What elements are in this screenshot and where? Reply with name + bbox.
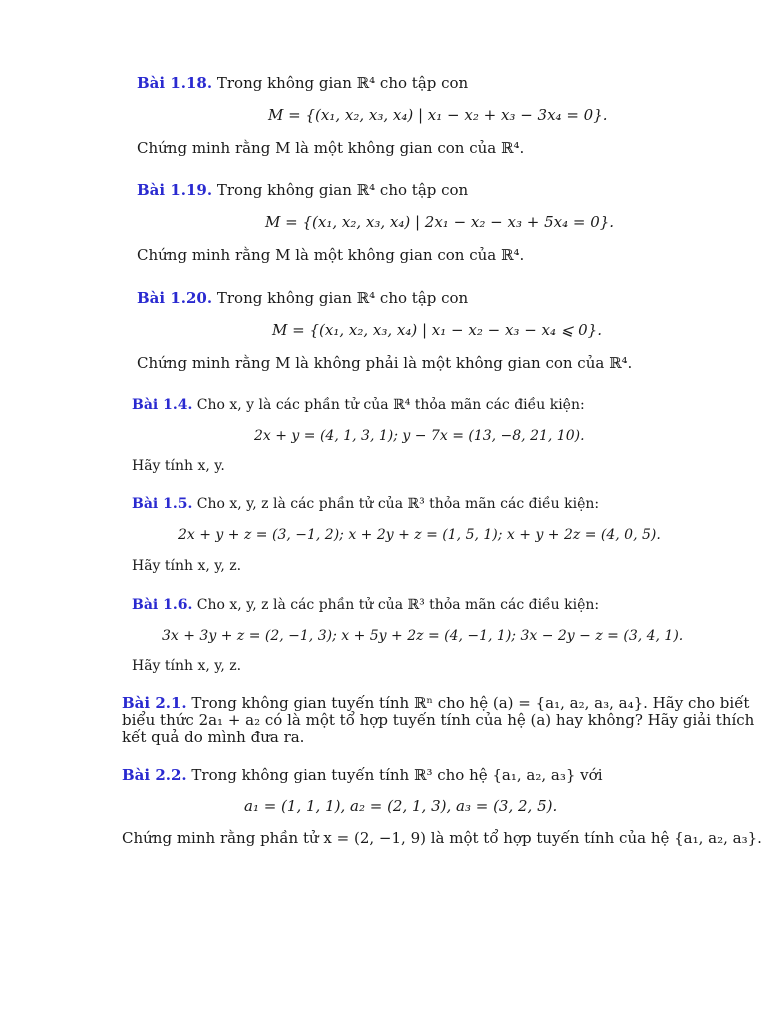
problem-title: Bài 1.4. xyxy=(132,397,193,413)
problem-equation: 2x + y = (4, 1, 3, 1); y − 7x = (13, −8, 21, 10). xyxy=(254,428,585,444)
problem-conclusion: Chứng minh rằng M là một không gian con của ℝ⁴. xyxy=(137,246,525,264)
problem-title: Bài 1.19. xyxy=(137,181,213,199)
problem-intro: Cho x, y là các phần tử của ℝ⁴ thỏa mãn các điều kiện: xyxy=(196,397,585,413)
problem-1-19-intro-line xyxy=(137,181,468,199)
problem-conclusion: Hãy tính x, y. xyxy=(132,458,225,474)
problem-equation: M = {(x₁, x₂, x₃, x₄) | x₁ − x₂ − x₃ − x₄ ⩽ 0}. xyxy=(272,321,602,339)
problem-equation: a₁ = (1, 1, 1), a₂ = (2, 1, 3), a₃ = (3, 2, 5). xyxy=(244,797,558,815)
problem-1-20-intro-line xyxy=(137,289,468,307)
problem-intro: Trong không gian ℝ⁴ cho tập con xyxy=(216,289,469,307)
problem-1-5-intro-line xyxy=(132,495,599,513)
problem-1-6-intro-line xyxy=(132,596,599,614)
problem-title: Bài 1.18. xyxy=(137,74,213,92)
problem-1-18-intro-line xyxy=(137,74,468,92)
problem-2-2-intro-line xyxy=(122,766,603,784)
problem-intro: Trong không gian tuyến tính ℝⁿ cho hệ (a) = {a₁, a₂, a₃, a₄}. Hãy cho biết xyxy=(191,694,750,712)
problem-equation: M = {(x₁, x₂, x₃, x₄) | x₁ − x₂ + x₃ − 3x₄ = 0}. xyxy=(268,106,608,124)
problem-conclusion: Chứng minh rằng M là một không gian con của ℝ⁴. xyxy=(137,139,525,157)
problem-conclusion: Chứng minh rằng phần tử x = (2, −1, 9) là một tổ hợp tuyến tính của hệ {a₁, a₂, a₃}. xyxy=(122,829,762,847)
problem-equation: 3x + 3y + z = (2, −1, 3); x + 5y + 2z = (4, −1, 1); 3x − 2y − z = (3, 4, 1). xyxy=(162,628,684,644)
problem-text-line-2: biểu thức 2a₁ + a₂ có là một tổ hợp tuyến tính của hệ (a) hay không? Hãy giải thích xyxy=(122,711,755,729)
problem-intro: Cho x, y, z là các phần tử của ℝ³ thỏa mãn các điều kiện: xyxy=(196,597,600,613)
problem-conclusion: Hãy tính x, y, z. xyxy=(132,558,242,574)
problem-2-1-intro-line xyxy=(122,694,749,712)
problem-equation: 2x + y + z = (3, −1, 2); x + 2y + z = (1, 5, 1); x + y + 2z = (4, 0, 5). xyxy=(178,527,661,543)
problem-title: Bài 1.5. xyxy=(132,496,193,512)
problem-title: Bài 1.20. xyxy=(137,289,213,307)
problem-1-4-intro-line xyxy=(132,396,585,414)
problem-intro: Trong không gian tuyến tính ℝ³ cho hệ {a₁, a₂, a₃} với xyxy=(191,766,603,784)
problem-title: Bài 1.6. xyxy=(132,597,193,613)
problem-equation: M = {(x₁, x₂, x₃, x₄) | 2x₁ − x₂ − x₃ + 5x₄ = 0}. xyxy=(265,213,615,231)
problem-title: Bài 2.2. xyxy=(122,766,187,784)
problem-intro: Cho x, y, z là các phần tử của ℝ³ thỏa mãn các điều kiện: xyxy=(196,496,600,512)
problem-text-line-3: kết quả do mình đưa ra. xyxy=(122,728,305,746)
problem-title: Bài 2.1. xyxy=(122,694,187,712)
problem-intro: Trong không gian ℝ⁴ cho tập con xyxy=(216,181,469,199)
problem-conclusion: Chứng minh rằng M là không phải là một không gian con của ℝ⁴. xyxy=(137,354,633,372)
problem-conclusion: Hãy tính x, y, z. xyxy=(132,658,242,674)
problem-intro: Trong không gian ℝ⁴ cho tập con xyxy=(216,74,469,92)
